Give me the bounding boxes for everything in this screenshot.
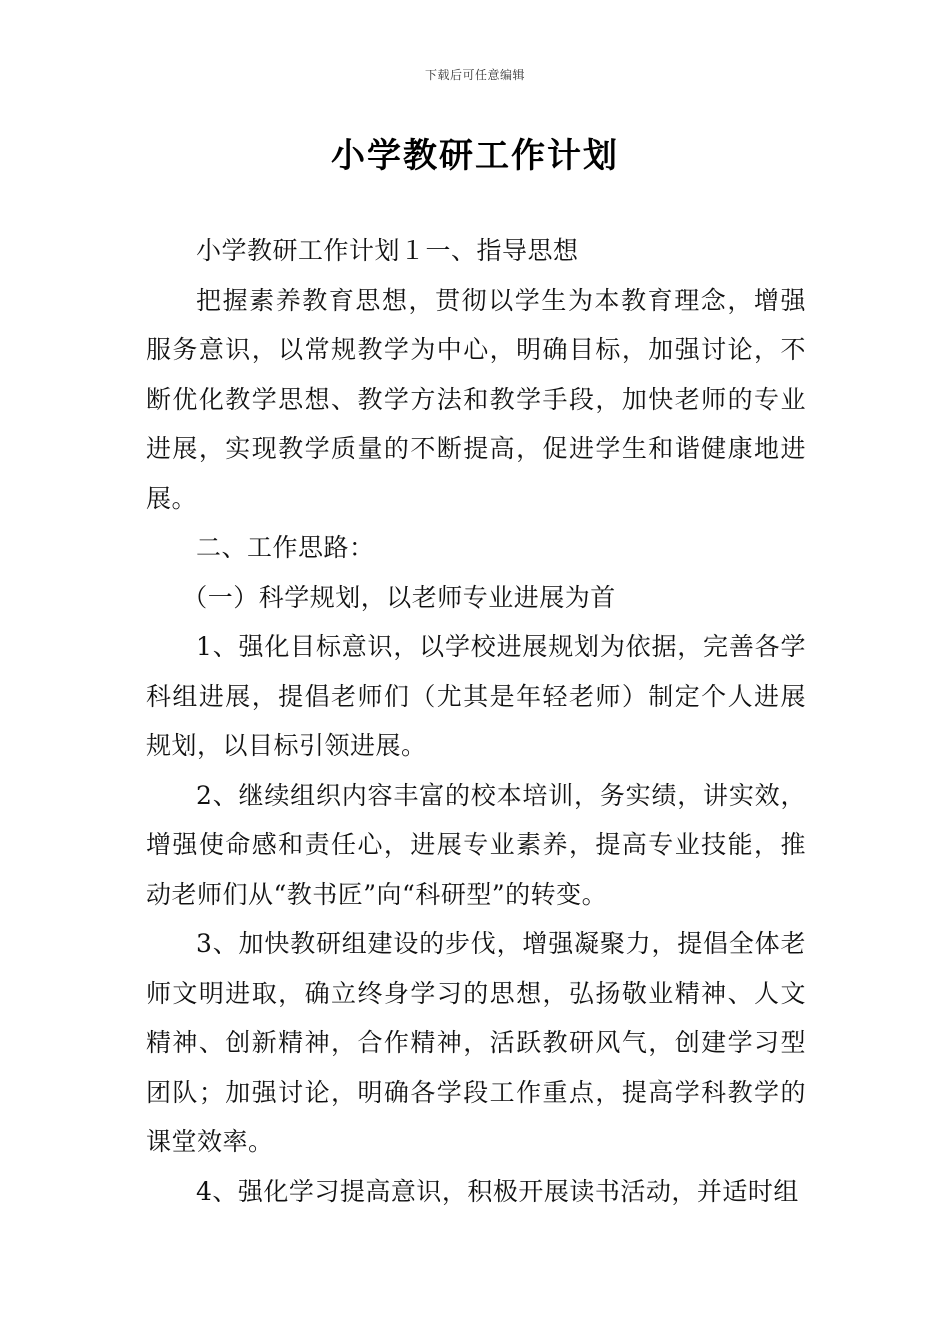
paragraph-item-3: 3、加快教研组建设的步伐，增强凝聚力，提倡全体老师文明进取，确立终身学习的思想，弘扬敬业精神、人文精神、创新精神，合作精神，活跃教研风气，创建学习型团队；加强讨论，明确各学段工作重点，提高学科教学的课堂效率。 — [146, 929, 806, 1156]
paragraph-item-2: 2、继续组织内容丰富的校本培训，务实绩，讲实效，增强使命感和责任心，进展专业素养，提高专业技能，推动老师们从“教书匠”向“科研型”的转变。 — [146, 780, 806, 909]
paragraph-item-4: 4、强化学习提高意识，积极开展读书活动，并适时组 — [196, 1176, 799, 1206]
paragraph-item-1: 1、强化目标意识，以学校进展规划为依据，完善各学科组进展，提倡老师们（尤其是年轻老师）制定个人进展规划，以目标引领进展。 — [146, 632, 806, 760]
paragraph-guiding-ideology: 把握素养教育思想，贯彻以学生为本教育理念，增强服务意识，以常规教学为中心，明确目标，加强讨论，不断优化教学思想、教学方法和教学手段，加快老师的专业进展，实现教学质量的不断提高，促进学生和谐健康地进展。 — [146, 285, 806, 513]
document-title: 小学教研工作计划 — [331, 136, 619, 176]
section-heading-work-approach: 二、工作思路： — [196, 533, 375, 562]
document-body — [146, 226, 806, 1216]
subsection-heading-scientific-planning: （一）科学规划，以老师专业进展为首 — [182, 582, 616, 612]
section-heading-guiding-ideology: 小学教研工作计划１一、指导思想 — [196, 236, 579, 265]
header-note: 下载后可任意编辑 — [424, 68, 525, 82]
